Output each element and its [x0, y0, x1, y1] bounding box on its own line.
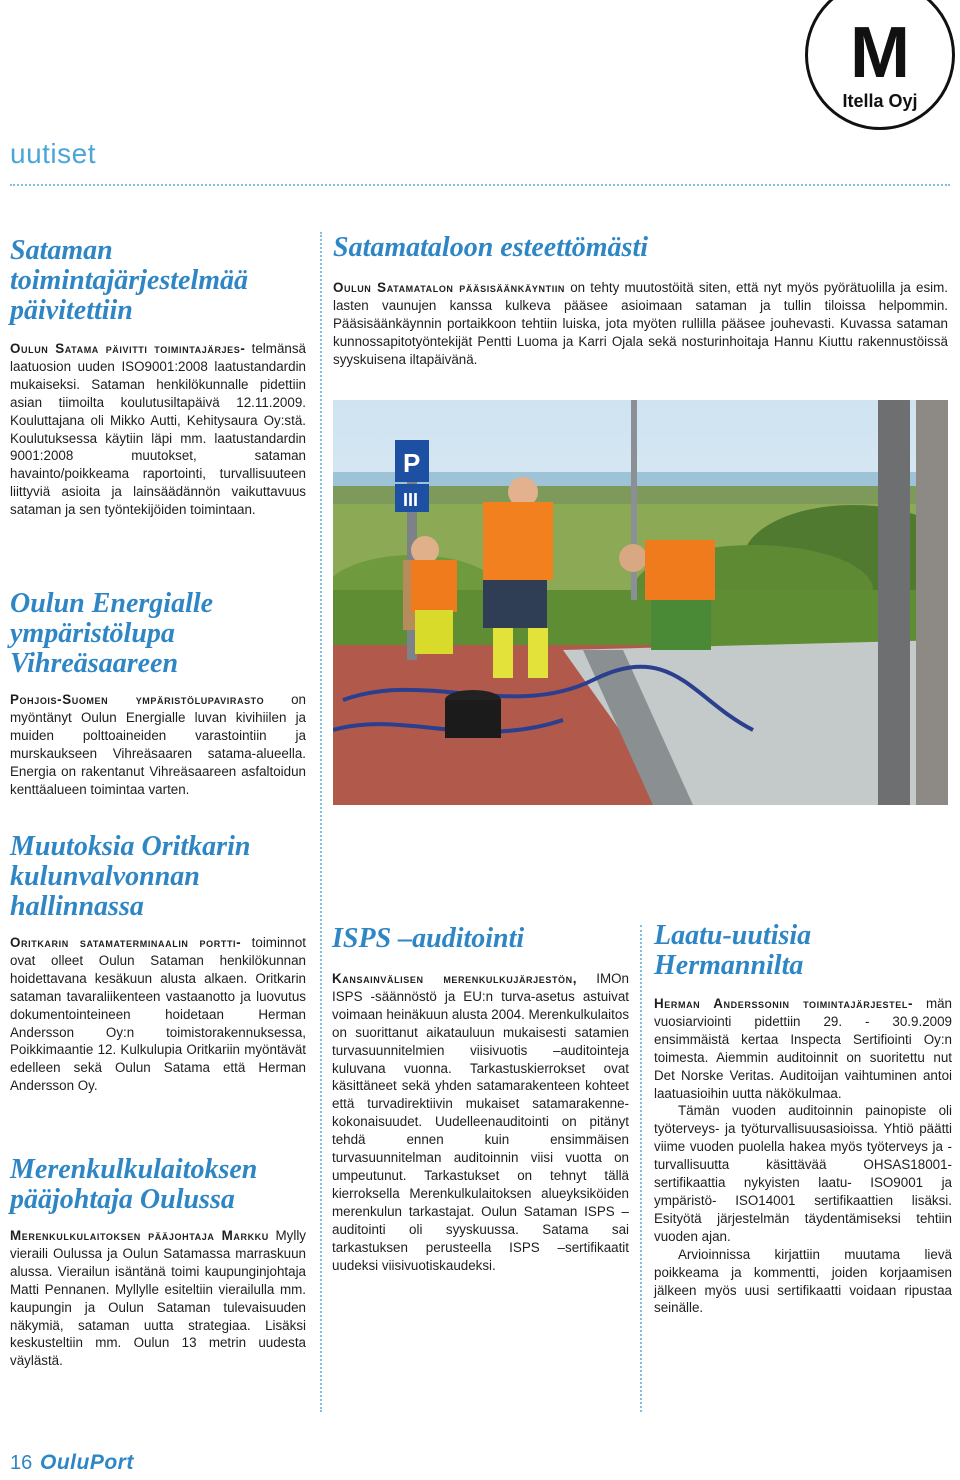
article-energia-ymparistolupa [10, 589, 306, 798]
construction-photo [333, 400, 948, 805]
article-headline: Merenkulkulaitoksen pääjohtaja Oulussa [10, 1154, 258, 1215]
article-oritkari-kulunvalvonta [10, 832, 306, 1095]
article-lead: Kansainvälisen merenkulkujärjestön, [332, 971, 578, 986]
article-text: on tehty muutostöitä siten, että nyt myös pyörätuolilla ja esim. lasten vaunujen kanssa kulkeva pääsee asioimaan sataman ja tullin tiloissa helpommin. Pääsisäänkäynnin portaikkoon tehtiin luiska, jota myöten rullilla pääsee jouhevasti. Kuvassa sataman kunnossapitotyöntekijät Pentti Luoma ja Karri Ojala sekä nosturinhoitaja Hannu Kiuttu rakennustöissä syyskuisena iltapäivänä. [333, 280, 948, 367]
article-lead: Oulun Satamatalon pääsisäänkäyntiin [333, 280, 566, 295]
page-number: 16 [10, 1452, 33, 1474]
article-lead: Pohjois-Suomen ympäristölupavirasto [10, 692, 265, 707]
header-divider [10, 184, 950, 186]
badge-company: Itella Oyj [842, 91, 918, 111]
article-text: on myöntänyt Oulun Energialle luvan kivihiilen ja muiden polttoaineiden varastointiin ja murskaukseen Vihreäsaaren satama-alueella. Energia on rakentanut Vihreäsaareen asfaltoidun kenttäalueen toimintaa varten. [10, 692, 306, 797]
section-label: uutiset [10, 138, 96, 169]
article-paragraph-3: Arvioinnissa kirjattiin muutama lievä poikkeama ja kommentti, joiden korjaamisen jälkeen myös uusi sertifikaatti voidaan ripustaa seinälle. [654, 1246, 952, 1316]
article-headline: Satamataloon esteettömästi [333, 232, 649, 263]
article-paragraph-2: Tämän vuoden auditoinnin painopiste oli työterveys- ja työturvallisuusasioissa. Yhtiö päätti viime vuoden puolella hakea myös työterveys ja -turvallisuutta käsittävää OHSAS18001-sertifikaattia nykyisten laatu- ISO9001 ja ympäristö- ISO14001 sertifikaattien lisäksi. Esityötä järjestelmän täydentämiseksi tehtiin vuoden ajan. [654, 1103, 952, 1244]
article-laatu-uutisia [654, 921, 952, 1317]
article-merenkulkulaitos-paajohtaja [10, 1155, 306, 1370]
article-lead: Oritkarin satamaterminaalin portti- [10, 935, 242, 950]
badge-letter: M [850, 13, 910, 93]
company-badge [805, 0, 955, 130]
column-divider-2 [640, 925, 642, 1412]
article-body [10, 691, 306, 798]
article-headline: Sataman toimintajärjestelmää päivitettiin [10, 235, 249, 326]
article-body [10, 1227, 306, 1370]
article-satamatalo-esteettomasti [333, 233, 948, 369]
article-headline: Muutoksia Oritkarin kulunvalvonnan hallinnassa [10, 831, 251, 922]
article-body [10, 340, 306, 519]
photo-illustration [333, 400, 948, 805]
article-body [654, 995, 952, 1102]
article-lead: Herman Anderssonin toimintajärjestel- [654, 996, 914, 1011]
article-body [333, 279, 948, 369]
article-satama-toimintajarjestelma [10, 236, 306, 519]
article-text: toiminnot ovat olleet Oulun Sataman henkilökunnan hoidettavana kesäkuun alusta alkaen. Oritkarin sataman tavaraliikenteen vastaanotto ja luovutus dokumentointeineen hoidetaan Herman Andersson Oy:n toimistorakennuksessa, Poikkimaantie 12. Kulkulupia Oritkariin myöntävät edelleen sekä Oulun Satama että Herman Andersson Oy. [10, 935, 306, 1094]
article-body [10, 934, 306, 1095]
magazine-logo: OuluPort [40, 1451, 134, 1474]
article-isps-auditointi [332, 924, 629, 1274]
photo-sign-numeral: III [403, 490, 419, 510]
column-divider-1 [320, 232, 322, 1412]
article-headline: Laatu-uutisia Hermannilta [654, 920, 812, 981]
article-headline: ISPS –auditointi [332, 923, 525, 954]
article-lead: Merenkulkulaitoksen pääjohtaja Markku [10, 1228, 269, 1243]
article-body [332, 970, 629, 1274]
article-text: Mylly vieraili Oulussa ja Oulun Satamassa marraskuun alussa. Vierailun isäntänä toimi kaupunginjohtaja Matti Pennanen. Myllylle esiteltiin vierailulla mm. kaupungin ja Oulun Sataman tulevaisuuden näkymiä, sataman uutta strategiaa. Lisäksi keskusteltiin mm. Oulun 13 metrin uudesta väylästä. [10, 1228, 306, 1369]
photo-sign-letter: P [403, 448, 421, 478]
article-text: män vuosiarviointi pidettiin 29. - 30.9.2009 ensimmäistä kertaa Inspecta Sertifiointi Oy:n toimesta. Aiemmin auditoinnit on suoritettu nut Det Norske Veritas. Auditoijan vaihtuminen antoi laatuasioihin uutta näkökulmaa. [654, 996, 952, 1101]
article-lead: Oulun Satama päivitti toimintajärjes- [10, 341, 246, 356]
article-text: telmänsä laatuosion uuden ISO9001:2008 laatustandardin mukaiseksi. Sataman henkilökunnalle pidettiin asian tiimoilta koulutusiltapäivä 12.11.2009. Kouluttajana oli Mikko Autti, Kehitysaura Oy:stä. Koulutuksessa käytiin läpi mm. laatustandardin 9001:2008 muutokset, sataman havainto/poikkeama raportointi, turvallisuuteen liittyviä asioita ja lainsäädännön vaikuttavuus sataman ja sen työntekijöiden toimintaan. [10, 341, 306, 518]
article-headline: Oulun Energialle ympäristölupa Vihreäsaareen [10, 588, 214, 679]
article-text: IMOn ISPS -säännöstö ja EU:n turva-asetus astuivat voimaan heinäkuun alusta 2004. Merenkulkulaitos on suorittanut aikatauluun mukaisesti satamien turvasuunnitelmien viisivuotis –auditointeja kuluvana vuonna. Tarkastuskierrokset ovat käsittäneet sekä yhden satamarakenteen kohteet että turvadirektiivin mukaiset satamarakenne-kokonaisuudet. Uudelleenauditointi on pitänyt tehdä ennen kuin ensimmäisen turvasuunnitelman auditoinnin viisi vuotta on umpeutunut. Tarkastukset on tehnyt tällä kierroksella Merenkulkulaitoksen alueyksiköiden merenkulun tarkastajat. Oulun Sataman ISPS –auditointi oli syyskuussa. Satama sai tarkastuksen perusteella ISPS –sertifikaatit uudeksi viisivuotiskaudeksi. [332, 971, 630, 1273]
